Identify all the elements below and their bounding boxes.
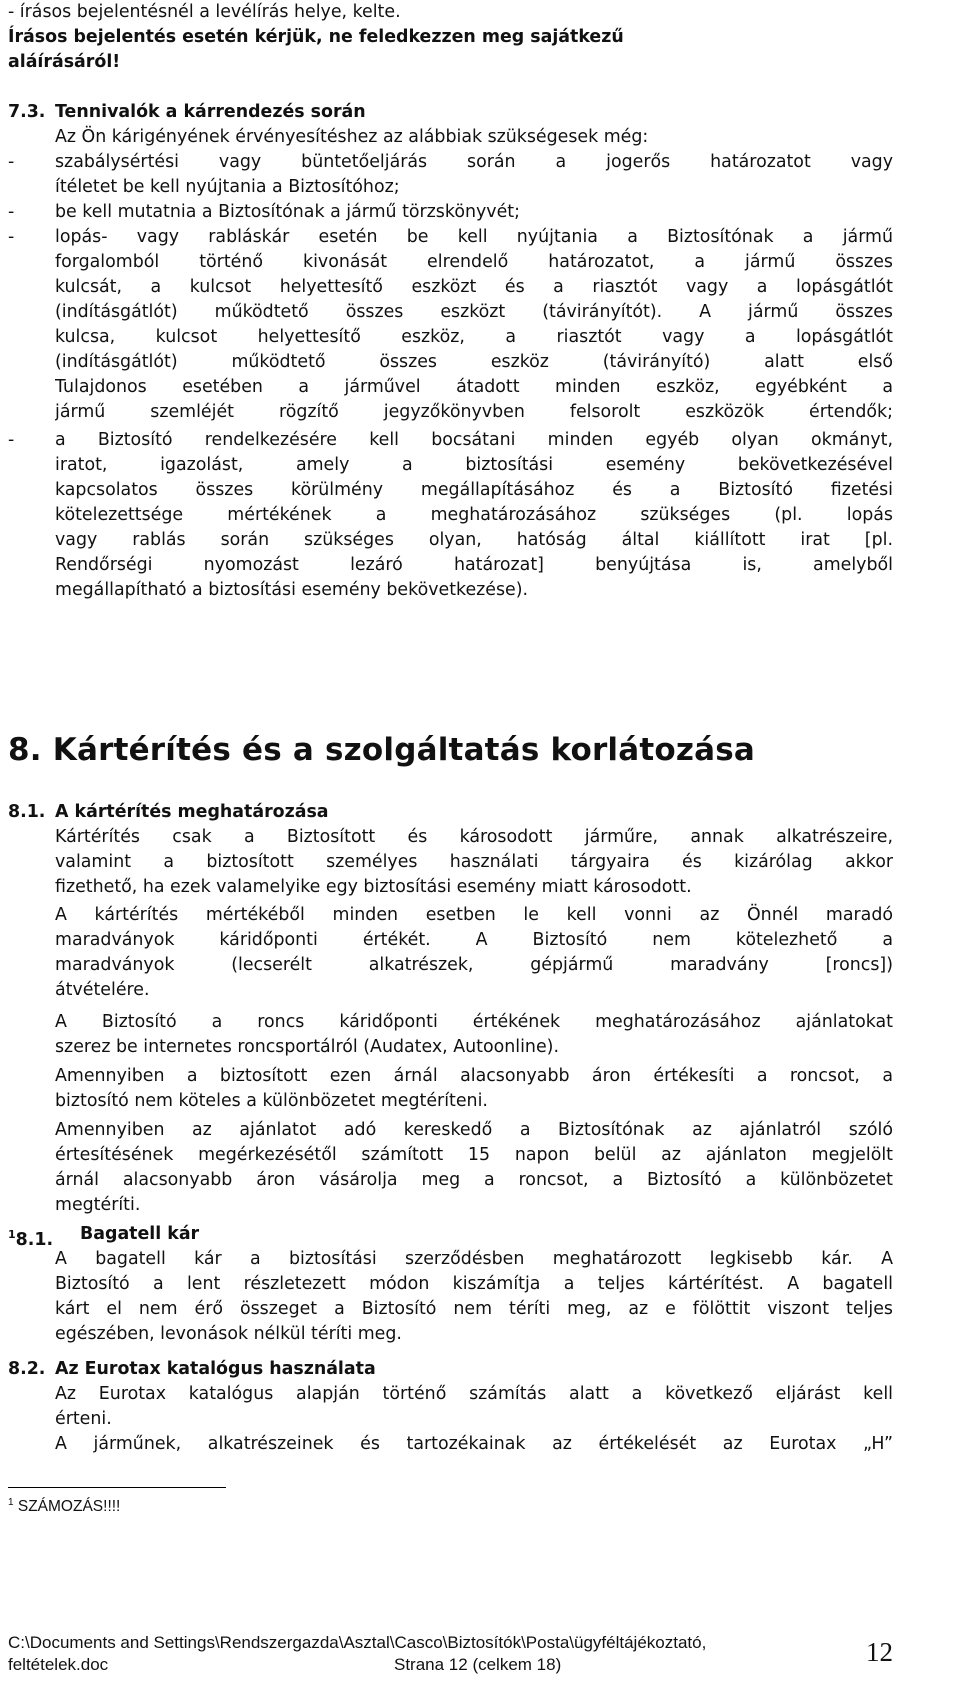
section-number-with-footnote: $^1$8.1. — [8, 1228, 54, 1250]
text-line: A bagatell kár a biztosítási szerződésben meghatározott legkisebb kár. A — [55, 1249, 893, 1269]
text-line: szerez be internetes roncsportálról (Audatex, Autoonline). — [55, 1037, 559, 1057]
text-line: Amennyiben az ajánlatot adó kereskedő a Biztosítónak az ajánlatról szóló — [55, 1120, 893, 1140]
text-line: érteni. — [55, 1409, 112, 1429]
footnote-ref[interactable]: 1 — [8, 1228, 16, 1241]
footer-path: C:\Documents and Settings\Rendszergazda\Asztal\Casco\Biztosítók\Posta\ügyféltájékoztató, — [8, 1633, 707, 1652]
text-line: Biztosító a lent részletezett módon kiszámítja a teljes kártérítést. A bagatell — [55, 1274, 893, 1294]
text-line: ítéletet be kell nyújtania a Biztosítóhoz; — [55, 177, 400, 197]
text-line: maradványok (lecserélt alkatrészek, gépjármű maradvány [roncs]) — [55, 955, 893, 975]
text-line: vagy rablás során szükséges olyan, hatóság által kiállított irat [pl. — [55, 530, 893, 550]
text-line: egészében, levonások nélkül téríti meg. — [55, 1324, 402, 1344]
text-line: kulcsa, kulcsot helyettesítő eszköz, a riasztót vagy a lopásgátlót — [55, 327, 893, 347]
footnote-text: SZÁMOZÁS!!!! — [17, 1498, 121, 1516]
text-line: A Biztosító a roncs káridőponti értékének meghatározásához ajánlatokat — [55, 1012, 893, 1032]
footer-page-info: Strana 12 (celkem 18) — [394, 1655, 562, 1674]
text-line: A kártérítés mértékéből minden esetben le kell vonni az Önnél maradó — [55, 905, 893, 925]
text-line: kulcsát, a kulcsot helyettesítő eszközt és a riasztót vagy a lopásgátlót — [55, 277, 893, 297]
text-line: Az Eurotax katalógus alapján történő számítás alatt a következő eljárást kell — [55, 1384, 893, 1404]
text-line: árnál alacsonyabb áron vásárolja meg a roncsot, a Biztosító a különbözetet — [55, 1170, 893, 1190]
text-line: valamint a biztosított személyes használati tárgyaira és kizárólag akkor — [55, 852, 893, 872]
bullet-dash: - — [8, 430, 15, 450]
text-line: lopás- vagy rabláskár esetén be kell nyújtania a Biztosítónak a jármű — [55, 227, 893, 247]
section-title: Az Eurotax katalógus használata — [55, 1359, 376, 1379]
text-line: kötelezettsége mértékének a meghatározásához szükséges (pl. lopás — [55, 505, 893, 525]
text-line: kapcsolatos összes körülmény megállapításához és a Biztosító fizetési — [55, 480, 893, 500]
chapter-heading: 8. Kártérítés és a szolgáltatás korlátozása — [8, 732, 756, 768]
text-line: Amennyiben a biztosított ezen árnál alacsonyabb áron értékesíti a roncsot, a — [55, 1066, 893, 1086]
text-line: értesítésének megérkezésétől számított 15 napon belül az ajánlaton megjelölt — [55, 1145, 893, 1165]
section-title: Tennivalók a kárrendezés során — [55, 102, 366, 122]
section-number: 8.1. — [8, 802, 46, 822]
intro-bold-text: Írásos bejelentés esetén kérjük, ne feledkezzen meg sajátkezű — [8, 27, 624, 47]
text-line: Kártérítés csak a Biztosított és károsodott járműre, annak alkatrészeire, — [55, 827, 893, 847]
text-line: megtéríti. — [55, 1195, 141, 1215]
bullet-dash: - — [8, 202, 15, 222]
footer-filename: feltételek.doc — [8, 1655, 109, 1674]
text-line: jármű szemléjét rögzítő jegyzőkönyvben felsorolt eszközök értendők; — [55, 402, 893, 422]
text-line: biztosító nem köteles a különbözetet megtéríteni. — [55, 1091, 488, 1111]
text-line: be kell mutatnia a Biztosítónak a jármű törzskönyvét; — [55, 202, 520, 222]
text-line: kárt el nem érő összeget a Biztosító nem téríti meg, az e fölöttit viszont teljes — [55, 1299, 893, 1319]
footnote — [8, 1497, 120, 1516]
section-number: 8.2. — [8, 1359, 46, 1379]
text-line: fizethető, ha ezek valamelyike egy biztosítási esemény miatt károsodott. — [55, 877, 692, 897]
text-line: iratot, igazolást, amely a biztosítási esemény bekövetkezésével — [55, 455, 893, 475]
section-title: A kártérítés meghatározása — [55, 802, 329, 822]
section-intro: Az Ön kárigényének érvényesítéshez az alábbiak szükségesek még: — [55, 127, 649, 147]
intro-bold-line-end: aláírásáról! — [8, 52, 121, 72]
page-number: 12 — [866, 1637, 893, 1667]
text-line: szabálysértési vagy büntetőeljárás során a jogerős határozatot vagy — [55, 152, 893, 172]
text-line: megállapítható a biztosítási esemény bekövetkezése). — [55, 580, 529, 600]
footnote-mark: 1 — [8, 1497, 14, 1508]
text-line: Rendőrségi nyomozást lezáró határozat] benyújtása is, amelyből — [55, 555, 893, 575]
text-line: átvételére. — [55, 980, 150, 1000]
intro-bold-line — [8, 25, 884, 50]
text-line: (indításgátlót) működtető összes eszközt (távirányítót). A jármű összes — [55, 302, 893, 322]
text-line: Tulajdonos esetében a járművel átadott minden eszköz, egyébként a — [55, 377, 893, 397]
section-number: 7.3. — [8, 102, 46, 122]
intro-line: - írásos bejelentésnél a levélírás helye, kelte. — [8, 2, 401, 22]
section-title: Bagatell kár — [80, 1224, 200, 1244]
text-line: A járműnek, alkatrészeinek és tartozékainak az értékelését az Eurotax „H” — [55, 1434, 893, 1454]
text-line: (indításgátlót) működtető összes eszköz (távirányító) alatt első — [55, 352, 893, 372]
text-line: maradványok káridőponti értékét. A Biztosító nem kötelezhető a — [55, 930, 893, 950]
footnote-divider — [8, 1487, 226, 1488]
bullet-dash: - — [8, 152, 15, 172]
text-line: forgalomból történő kivonását elrendelő határozatot, a jármű összes — [55, 252, 893, 272]
text-line: a Biztosító rendelkezésére kell bocsátani minden egyéb olyan okmányt, — [55, 430, 893, 450]
bullet-dash: - — [8, 227, 15, 247]
